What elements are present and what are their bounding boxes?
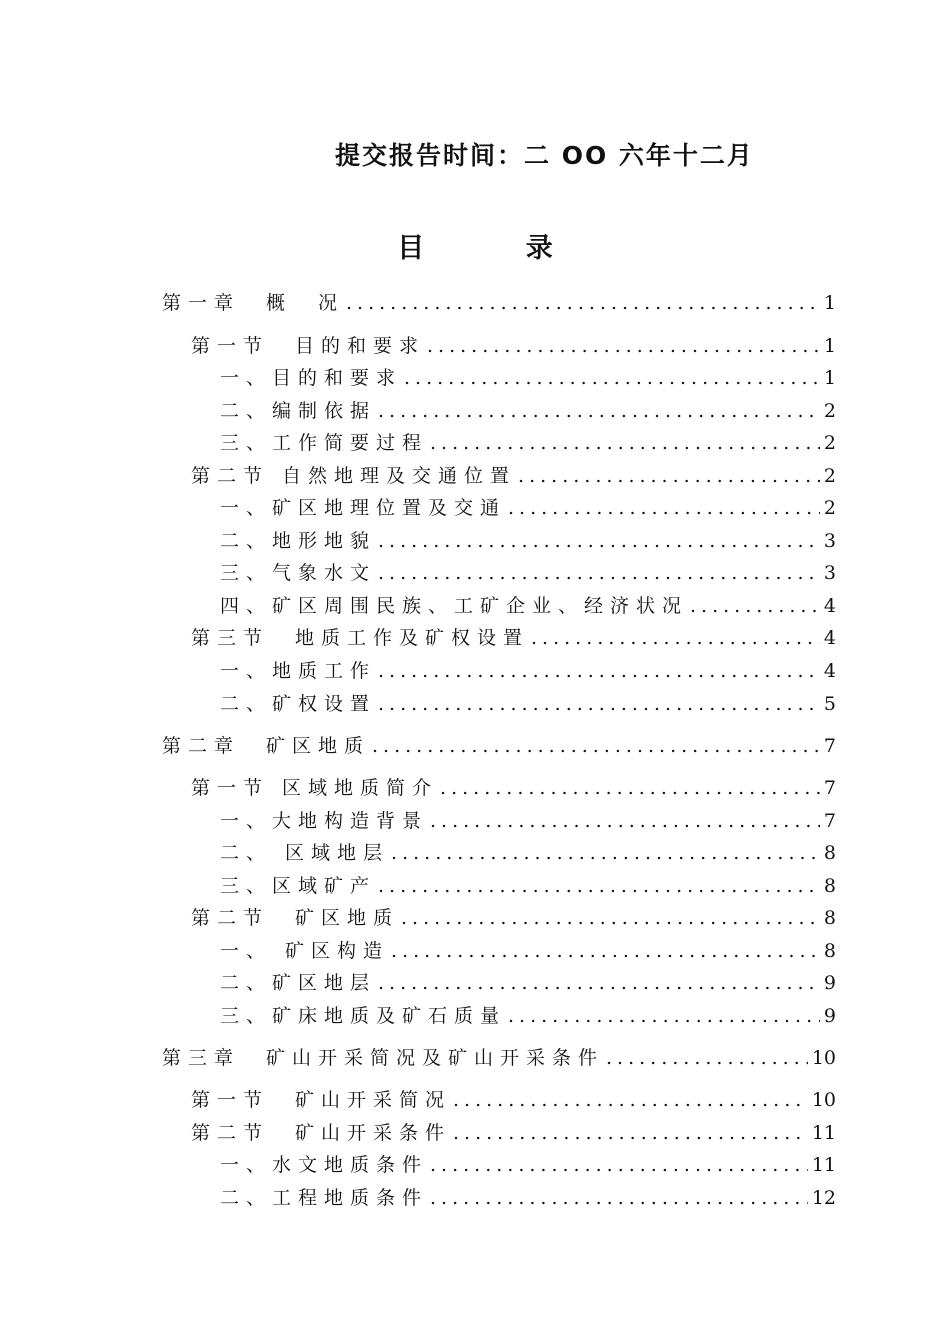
toc-entry-page: 3	[823, 530, 836, 552]
toc-entry-label: 一、水文地质条件	[220, 1154, 429, 1176]
toc-entry-item[interactable]	[220, 396, 836, 426]
toc-entry-page: 4	[823, 627, 836, 649]
toc-entry-page: 2	[823, 400, 836, 422]
dot-leader	[508, 1005, 820, 1027]
toc-entry-item[interactable]	[220, 493, 836, 523]
dot-leader	[453, 1089, 808, 1111]
dot-leader	[378, 693, 820, 715]
toc-entry-page: 3	[823, 562, 836, 584]
toc-entry-label: 第二节 矿山开采条件	[191, 1122, 452, 1144]
dot-leader	[518, 465, 820, 487]
toc-entry-section[interactable]	[191, 773, 836, 803]
toc-entry-page: 7	[823, 810, 836, 832]
toc-entry-page: 1	[823, 367, 836, 389]
dot-leader	[372, 735, 820, 757]
toc-entry-label: 第二节 自然地理及交通位置	[191, 465, 517, 487]
toc-entry-label: 三、区域矿产	[220, 875, 377, 897]
toc-entry-item[interactable]	[220, 838, 836, 868]
dot-leader	[378, 875, 820, 897]
toc-entry-section[interactable]	[191, 1118, 836, 1148]
toc-entry-page: 2	[823, 465, 836, 487]
toc-entry-label: 二、工程地质条件	[220, 1187, 429, 1209]
toc-entry-page: 8	[823, 940, 836, 962]
toc-entry-chapter-2[interactable]	[162, 731, 836, 761]
toc-entry-page: 9	[823, 1005, 836, 1027]
toc-entry-label: 一、大地构造背景	[220, 810, 429, 832]
dot-leader	[430, 810, 820, 832]
toc-entry-label: 第二章 矿区地质	[162, 735, 371, 757]
dot-leader	[391, 940, 820, 962]
toc-title-right: 录	[525, 233, 553, 264]
toc-entry-page: 1	[823, 292, 836, 314]
toc-entry-chapter-1[interactable]	[162, 288, 836, 318]
toc-entry-page: 9	[823, 972, 836, 994]
toc-entry-chapter-3[interactable]	[162, 1043, 836, 1073]
toc-entry-item[interactable]	[220, 871, 836, 901]
dot-leader	[453, 1122, 808, 1144]
dot-leader	[391, 842, 820, 864]
dot-leader	[346, 292, 820, 314]
toc-entry-item[interactable]	[220, 806, 836, 836]
toc-entry-item[interactable]	[220, 526, 836, 556]
toc-entry-item[interactable]	[220, 656, 836, 686]
toc-entry-label: 二、地形地貌	[220, 530, 377, 552]
dot-leader	[378, 400, 820, 422]
toc-entry-item[interactable]	[220, 689, 836, 719]
toc-entry-page: 12	[811, 1187, 836, 1209]
toc-entry-label: 第一节 矿山开采简况	[191, 1089, 452, 1111]
toc-entry-label: 三、矿床地质及矿石质量	[220, 1005, 507, 1027]
toc-entry-item[interactable]	[220, 936, 836, 966]
toc-entry-item[interactable]	[220, 428, 836, 458]
toc-entry-section[interactable]	[191, 461, 836, 491]
toc-entry-label: 第三节 地质工作及矿权设置	[191, 627, 530, 649]
toc-entry-page: 8	[823, 907, 836, 929]
toc-entry-section[interactable]	[191, 623, 836, 653]
dot-leader	[430, 1154, 808, 1176]
toc-title-left: 目	[397, 233, 425, 264]
toc-entry-label: 二、矿区地层	[220, 972, 377, 994]
dot-leader	[690, 595, 820, 617]
toc-entry-label: 二、 区域地层	[220, 842, 390, 864]
dot-leader	[378, 972, 820, 994]
dot-leader	[401, 907, 820, 929]
dot-leader	[440, 777, 820, 799]
toc-entry-page: 5	[823, 693, 836, 715]
toc-entry-label: 三、工作简要过程	[220, 432, 429, 454]
toc-entry-section[interactable]	[191, 903, 836, 933]
dot-leader	[606, 1047, 808, 1069]
toc-entry-item[interactable]	[220, 591, 836, 621]
dot-leader	[531, 627, 820, 649]
toc-entry-page: 11	[811, 1122, 836, 1144]
toc-entry-item[interactable]	[220, 1183, 836, 1213]
toc-entry-page: 7	[823, 735, 836, 757]
toc-entry-label: 一、地质工作	[220, 660, 377, 682]
dot-leader	[378, 530, 820, 552]
toc-entry-label: 二、矿权设置	[220, 693, 377, 715]
toc-entry-label: 二、编制依据	[220, 400, 377, 422]
dot-leader	[430, 1187, 808, 1209]
dot-leader	[378, 562, 820, 584]
toc-entry-item[interactable]	[220, 558, 836, 588]
toc-entry-page: 11	[811, 1154, 836, 1176]
toc-entry-page: 2	[823, 432, 836, 454]
toc-entry-label: 第三章 矿山开采简况及矿山开采条件	[162, 1047, 605, 1069]
dot-leader	[508, 497, 820, 519]
toc-entry-page: 4	[823, 660, 836, 682]
toc-entry-page: 7	[823, 777, 836, 799]
toc-entry-page: 1	[823, 335, 836, 357]
toc-entry-label: 第一节 目的和要求	[191, 335, 426, 357]
toc-entry-page: 2	[823, 497, 836, 519]
dot-leader	[430, 432, 820, 454]
toc-entry-section[interactable]	[191, 331, 836, 361]
toc-entry-label: 一、矿区地理位置及交通	[220, 497, 507, 519]
toc-entry-item[interactable]	[220, 363, 836, 393]
toc-entry-page: 8	[823, 842, 836, 864]
toc-entry-page: 10	[811, 1089, 836, 1111]
dot-leader	[404, 367, 820, 389]
toc-entry-label: 四、矿区周围民族、工矿企业、经济状况	[220, 595, 689, 617]
toc-entry-item[interactable]	[220, 968, 836, 998]
toc-entry-section[interactable]	[191, 1085, 836, 1115]
toc-entry-label: 一、 矿区构造	[220, 940, 390, 962]
toc-entry-label: 三、气象水文	[220, 562, 377, 584]
toc-entry-page: 10	[811, 1047, 836, 1069]
toc-entry-item[interactable]	[220, 1001, 836, 1031]
toc-entry-item[interactable]	[220, 1150, 836, 1180]
toc-entry-page: 4	[823, 595, 836, 617]
dot-leader	[427, 335, 820, 357]
toc-entry-label: 第二节 矿区地质	[191, 907, 400, 929]
toc-entry-label: 一、目的和要求	[220, 367, 403, 389]
toc-entry-page: 8	[823, 875, 836, 897]
toc-entry-label: 第一章 概 况	[162, 292, 345, 314]
report-submit-time: 提交报告时间：二 OO 六年十二月	[335, 141, 754, 170]
toc-entry-label: 第一节 区域地质简介	[191, 777, 439, 799]
dot-leader	[378, 660, 820, 682]
